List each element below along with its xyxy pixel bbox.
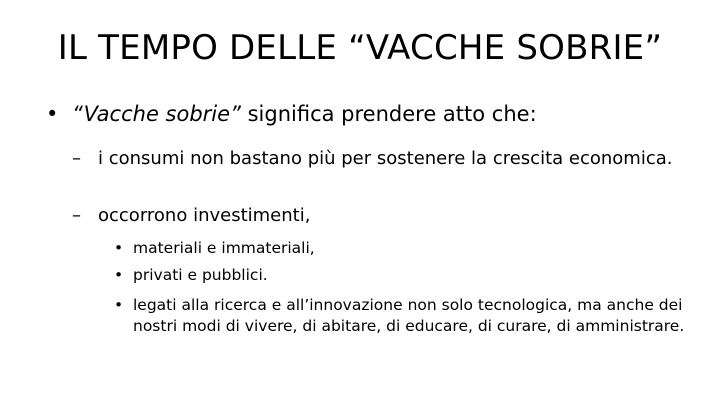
sub-item-consumi [72,146,698,171]
sub-item-text: occorrono investimenti, [98,205,311,226]
dot-marker: • [114,266,124,284]
sub-sub-item-text: privati e pubblici. [133,266,268,284]
dash-marker: – [72,148,81,169]
bullet-marker: • [46,102,59,126]
slide-title: IL TEMPO DELLE “VACCHE SOBRIE” [57,28,663,68]
sub-sub-item-text: legati alla ricerca e all’innovazione non solo tecnologica, ma anche dei nostri modi di vivere, di abitare, di educare, di curare, di amministrare. [133,296,685,335]
sub-item-text: i consumi non bastano più per sostenere la crescita economica. [98,148,673,169]
dash-marker: – [72,205,81,226]
sub-sub-item-text: materiali e immateriali, [133,239,315,257]
sub-sub-item-materiali [114,238,693,259]
sub-sub-item-privati [114,265,693,286]
bullet-level1 [46,99,537,129]
dot-marker: • [114,296,124,314]
bullet-text: significa prendere atto che: [240,102,537,126]
dot-marker: • [114,239,124,257]
sub-sub-item-ricerca [114,295,693,337]
bullet-italic-text: “Vacche sobrie” [72,102,241,126]
sub-item-investimenti [72,203,698,228]
